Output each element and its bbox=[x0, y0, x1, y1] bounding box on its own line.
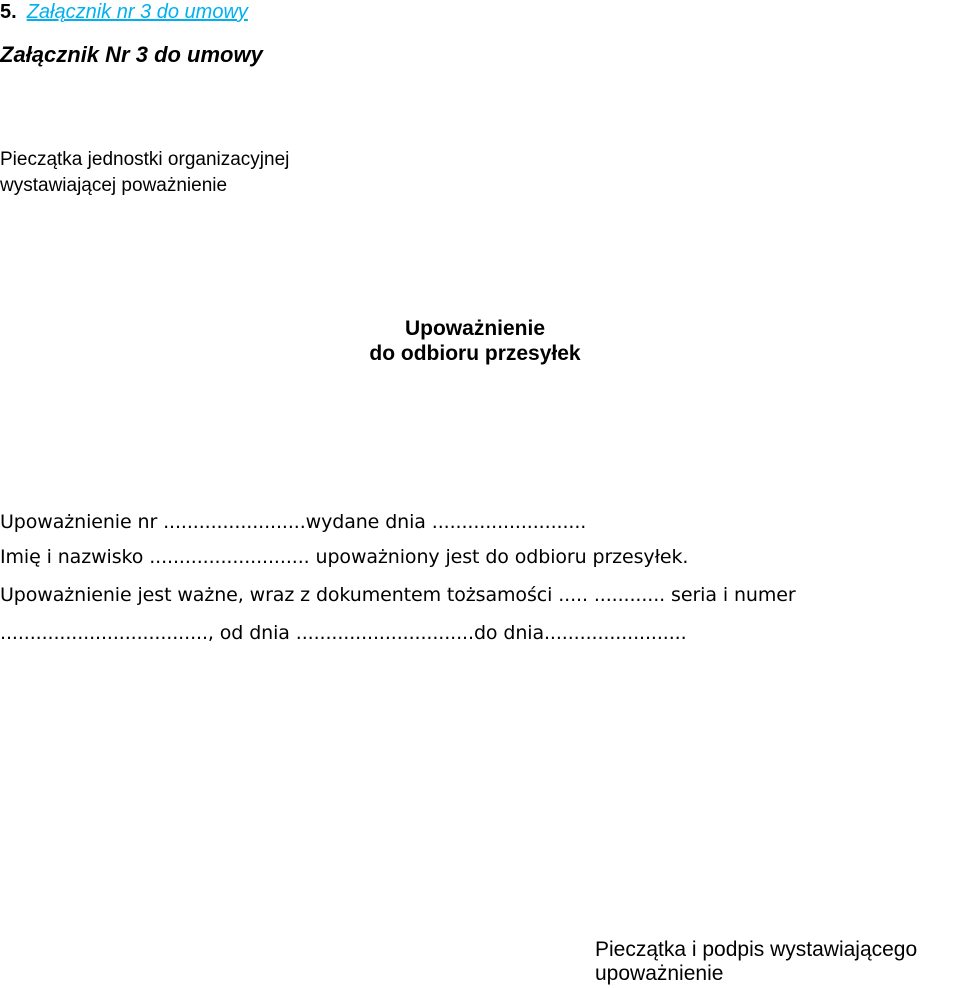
authorization-number-line: Upoważnienie nr ........................wydane dnia .......................... bbox=[0, 511, 587, 533]
section-heading bbox=[0, 0, 248, 24]
validity-line: Upoważnienie jest ważne, wraz z dokumentem tożsamości ..... ............ seria i numer bbox=[0, 584, 796, 606]
stamp-label-line2: wystawiającej poważnienie bbox=[0, 175, 228, 196]
stamp-label bbox=[0, 147, 289, 199]
stamp-label-line1: Pieczątka jednostki organizacyjnej bbox=[0, 149, 290, 170]
date-range-line: ..................................., od dnia ..............................do dnia........................ bbox=[0, 622, 687, 644]
annex-link[interactable]: Załącznik nr 3 do umowy bbox=[26, 1, 248, 23]
signature-label-line1: Pieczątka i podpis wystawiającego bbox=[595, 938, 918, 961]
document-title: Załącznik Nr 3 do umowy bbox=[0, 42, 263, 67]
signature-block bbox=[595, 938, 917, 986]
section-number: 5. bbox=[0, 1, 17, 23]
authorization-subheading: do odbioru przesyłek bbox=[369, 342, 581, 365]
name-line: Imię i nazwisko ........................... upoważniony jest do odbioru przesyłek. bbox=[0, 546, 689, 568]
signature-label-line2: upoważnienie bbox=[595, 962, 724, 985]
authorization-heading: Upoważnienie bbox=[404, 317, 546, 340]
